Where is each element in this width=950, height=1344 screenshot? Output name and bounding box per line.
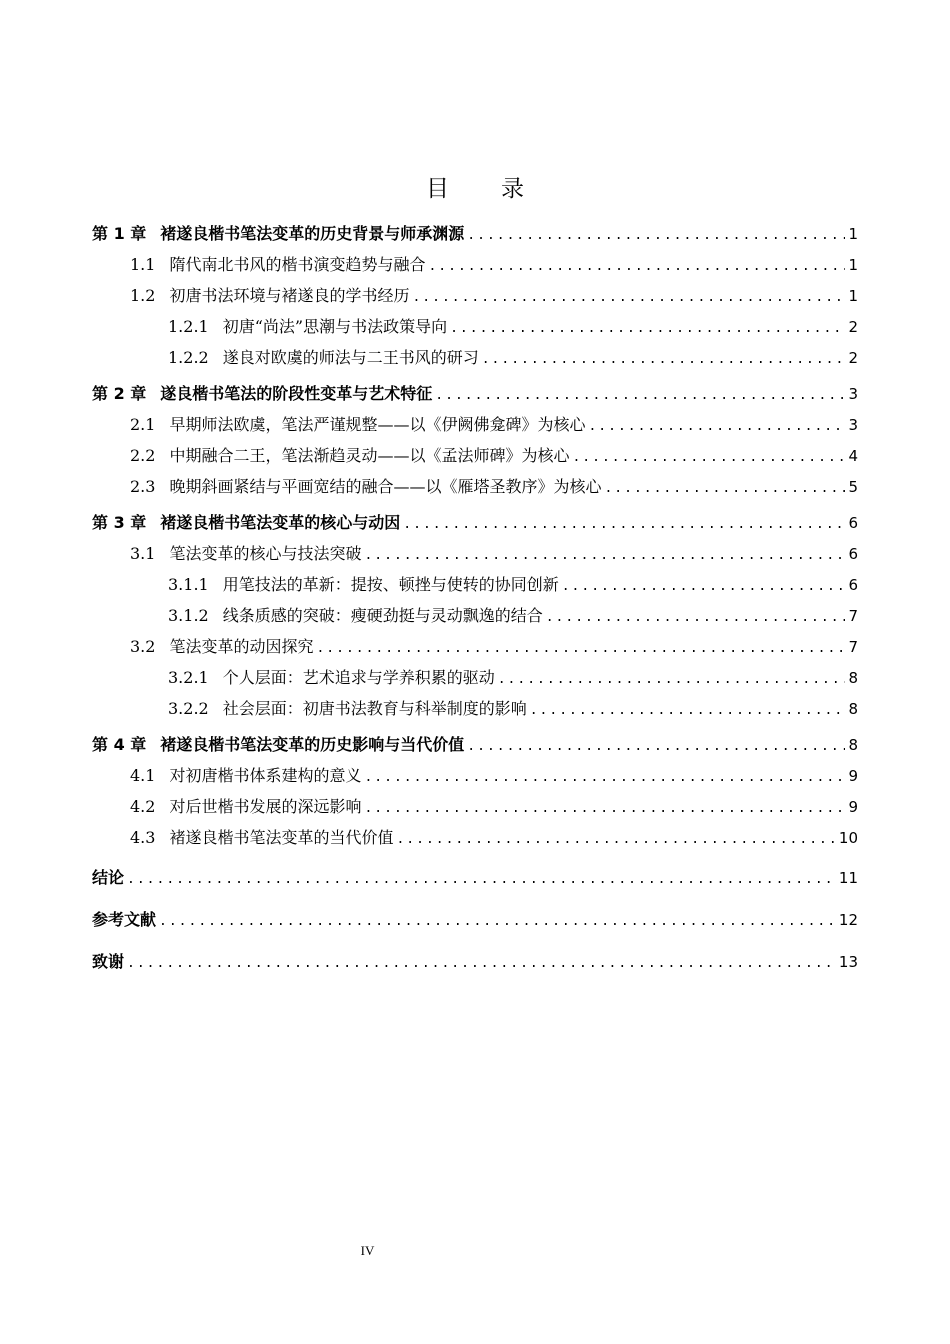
toc-entry[interactable] <box>130 824 858 852</box>
toc-entry-page: 6 <box>848 545 858 563</box>
toc-entry-title: 褚遂良楷书笔法变革的核心与动因 <box>160 513 401 532</box>
toc-entry[interactable] <box>130 282 858 310</box>
toc-leader-dots <box>450 315 845 343</box>
toc-entry[interactable] <box>130 793 858 821</box>
toc-entry[interactable] <box>130 251 858 279</box>
toc-entry-number: 3.2.1 <box>168 668 209 687</box>
toc-title-part1: 目 <box>426 176 449 202</box>
toc-entry[interactable] <box>92 906 858 934</box>
toc-entry-number: 第 3 章 <box>92 513 147 532</box>
toc-entry-number: 1.2.2 <box>168 348 209 367</box>
toc-entry-title: 笔法变革的动因探究 <box>169 637 314 656</box>
toc-entry-title: 褚遂良楷书笔法变革的历史背景与师承渊源 <box>160 224 465 243</box>
toc-entry-number: 2.3 <box>130 477 156 496</box>
toc-leader-dots <box>467 733 845 761</box>
toc-entry-page: 2 <box>848 318 858 336</box>
toc-entry[interactable] <box>92 864 858 892</box>
toc-entry-title: 社会层面：初唐书法教育与科举制度的影响 <box>222 699 527 718</box>
toc-entry-page: 3 <box>848 416 858 434</box>
toc-entry-page: 8 <box>848 736 858 754</box>
toc-title-part2: 录 <box>501 176 524 202</box>
toc-entry[interactable] <box>130 762 858 790</box>
toc-entry-number: 3.2 <box>130 637 156 656</box>
toc-entry[interactable] <box>92 509 858 537</box>
toc-entry-page: 10 <box>838 829 858 847</box>
toc-entry-title: 褚遂良楷书笔法变革的当代价值 <box>169 828 394 847</box>
toc-entry-number: 1.2.1 <box>168 317 209 336</box>
toc-title <box>0 170 950 203</box>
toc-entry-title: 褚遂良楷书笔法变革的历史影响与当代价值 <box>160 735 465 754</box>
toc-entry-page: 1 <box>848 225 858 243</box>
toc-entry-page: 8 <box>848 669 858 687</box>
toc-entry-title: 初唐书法环境与褚遂良的学书经历 <box>169 286 410 305</box>
toc-leader-dots <box>467 222 845 250</box>
toc-leader-dots <box>546 604 846 632</box>
toc-entry-title: 致谢 <box>92 952 125 971</box>
toc-entry[interactable] <box>168 695 858 723</box>
toc-entry-title: 参考文献 <box>92 910 157 929</box>
toc-entry-number: 4.3 <box>130 828 156 847</box>
toc-entry[interactable] <box>92 731 858 759</box>
toc-entry-title: 线条质感的突破：瘦硬劲挺与灵动飘逸的结合 <box>222 606 543 625</box>
toc-entry[interactable] <box>168 344 858 372</box>
toc-entry-number: 3.1.2 <box>168 606 209 625</box>
toc-leader-dots <box>364 764 845 792</box>
toc-entry-number: 3.1.1 <box>168 575 209 594</box>
toc-leader-dots <box>604 475 845 503</box>
toc-entry-page: 11 <box>838 869 858 887</box>
toc-entry-title: 隋代南北书风的楷书演变趋势与融合 <box>169 255 426 274</box>
page-number: IV <box>360 1243 375 1258</box>
toc-entry-number: 1.1 <box>130 255 156 274</box>
toc-leader-dots <box>364 795 845 823</box>
toc-entry-page: 8 <box>848 700 858 718</box>
toc-entry[interactable] <box>168 313 858 341</box>
toc-entry-number: 第 4 章 <box>92 735 147 754</box>
toc-entry-title: 中期融合二王，笔法渐趋灵动——以《孟法师碑》为核心 <box>169 446 570 465</box>
toc-entry[interactable] <box>168 664 858 692</box>
toc-entry-page: 9 <box>848 767 858 785</box>
toc-leader-dots <box>412 284 845 312</box>
toc-entry-page: 7 <box>848 638 858 656</box>
toc-leader-dots <box>482 346 846 374</box>
toc-leader-dots <box>588 413 845 441</box>
toc-leader-dots <box>572 444 845 472</box>
toc-entry-title: 遂良对欧虞的师法与二王书风的研习 <box>222 348 479 367</box>
toc-entry-number: 3.2.2 <box>168 699 209 718</box>
toc-leader-dots <box>364 542 845 570</box>
toc-entry-page: 6 <box>848 576 858 594</box>
toc-entry-title: 晚期斜画紧结与平画宽结的融合——以《雁塔圣教序》为核心 <box>169 477 602 496</box>
toc-leader-dots <box>159 908 836 936</box>
toc-leader-dots <box>127 950 836 978</box>
toc-entry-page: 13 <box>838 953 858 971</box>
toc-entry-title: 遂良楷书笔法的阶段性变革与艺术特征 <box>160 384 433 403</box>
toc-entry[interactable] <box>168 602 858 630</box>
toc-entry[interactable] <box>130 442 858 470</box>
toc-entry-page: 12 <box>838 911 858 929</box>
toc-entry-page: 1 <box>848 256 858 274</box>
toc-leader-dots <box>530 697 846 725</box>
toc-leader-dots <box>435 382 845 410</box>
toc-entry-page: 4 <box>848 447 858 465</box>
toc-entry[interactable] <box>168 571 858 599</box>
toc-entry[interactable] <box>130 411 858 439</box>
toc-leader-dots <box>562 573 846 601</box>
toc-leader-dots <box>498 666 846 694</box>
toc-entry-page: 9 <box>848 798 858 816</box>
toc-entry[interactable] <box>92 948 858 976</box>
toc-leader-dots <box>403 511 845 539</box>
toc-entry-page: 7 <box>848 607 858 625</box>
toc-entry-title: 对后世楷书发展的深远影响 <box>169 797 362 816</box>
toc-entry-title: 早期师法欧虞，笔法严谨规整——以《伊阙佛龛碑》为核心 <box>169 415 586 434</box>
toc-entry-page: 3 <box>848 385 858 403</box>
toc-entry[interactable] <box>130 473 858 501</box>
toc-entry[interactable] <box>92 220 858 248</box>
toc-entry-title: 结论 <box>92 868 125 887</box>
toc-entry-page: 5 <box>848 478 858 496</box>
toc-entry[interactable] <box>130 540 858 568</box>
toc-entry-number: 第 2 章 <box>92 384 147 403</box>
toc-entry[interactable] <box>130 633 858 661</box>
toc-entry-title: 初唐“尚法”思潮与书法政策导向 <box>222 317 448 336</box>
toc-leader-dots <box>127 866 836 894</box>
toc-entry[interactable] <box>92 380 858 408</box>
toc-entry-page: 6 <box>848 514 858 532</box>
toc-entry-title: 笔法变革的核心与技法突破 <box>169 544 362 563</box>
toc-entry-page: 1 <box>848 287 858 305</box>
toc-entry-title: 个人层面：艺术追求与学养积累的驱动 <box>222 668 495 687</box>
toc-entry-number: 2.1 <box>130 415 156 434</box>
toc-entry-title: 对初唐楷书体系建构的意义 <box>169 766 362 785</box>
toc-leader-dots <box>316 635 845 663</box>
toc-entry-title: 用笔技法的革新：提按、顿挫与使转的协同创新 <box>222 575 559 594</box>
toc-entry-number: 第 1 章 <box>92 224 147 243</box>
toc-entry-page: 2 <box>848 349 858 367</box>
toc-entry-number: 3.1 <box>130 544 156 563</box>
toc-entry-number: 4.1 <box>130 766 156 785</box>
toc-entry-number: 2.2 <box>130 446 156 465</box>
toc-leader-dots <box>396 826 835 854</box>
toc-leader-dots <box>428 253 845 281</box>
toc-entry-number: 4.2 <box>130 797 156 816</box>
toc-entry-number: 1.2 <box>130 286 156 305</box>
